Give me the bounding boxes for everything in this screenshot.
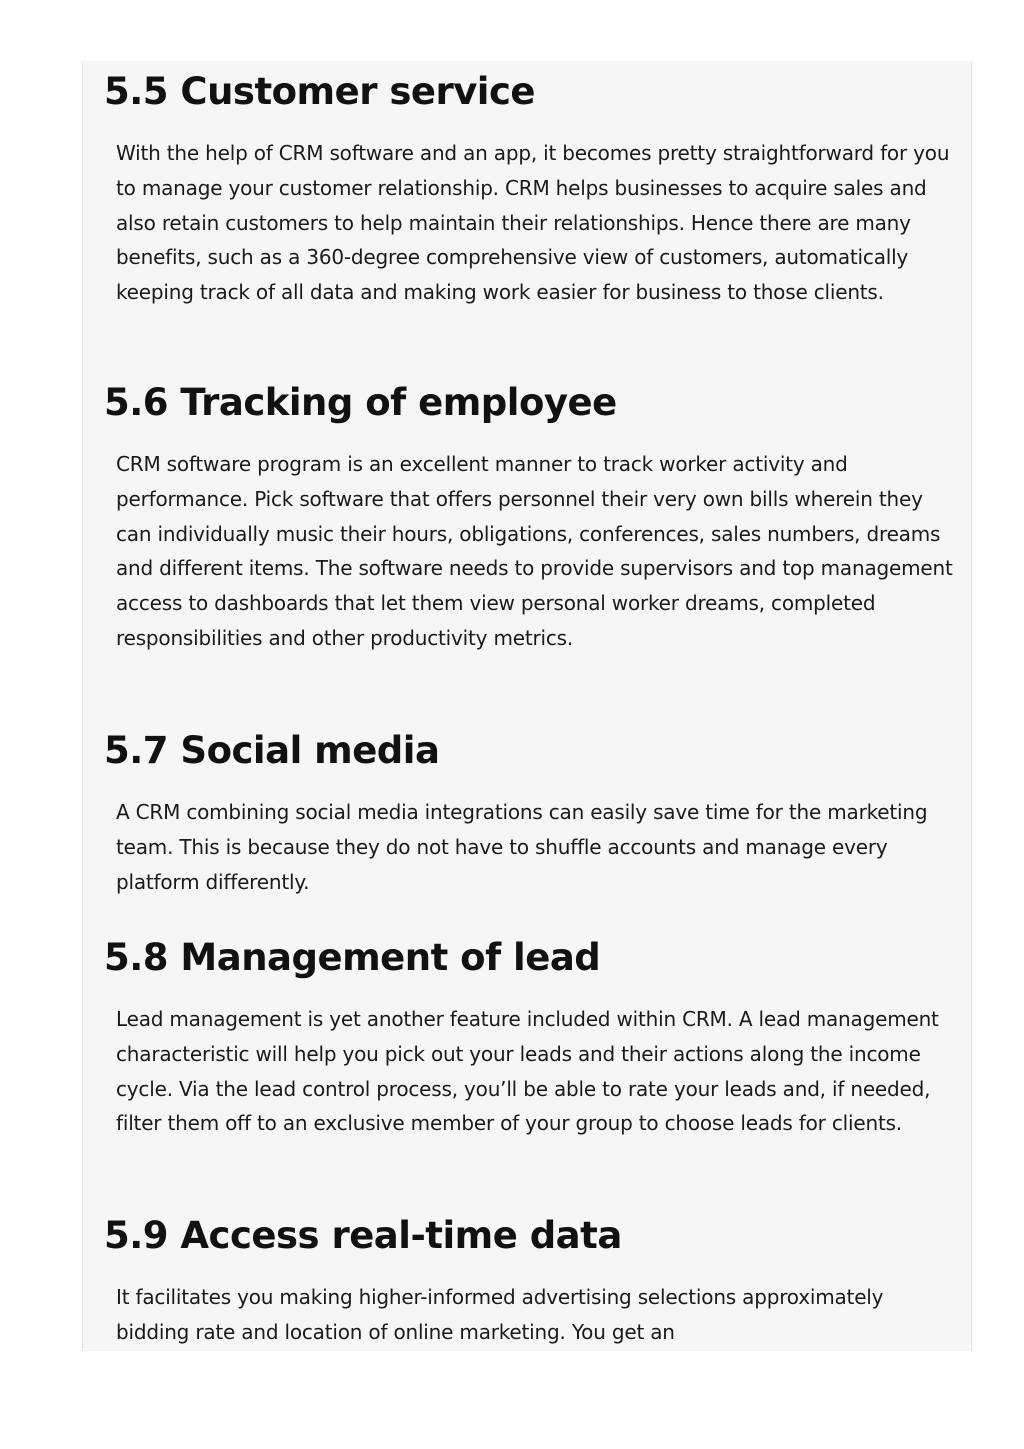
section-heading: 5.7 Social media [104, 729, 440, 772]
section-paragraph: CRM software program is an excellent manner to track worker activity and performance. Pick software that offers personnel their very own bills wherein they can individually music their hours, obligations, conferences, sales numbers, dreams and different items. The software needs to provide supervisors and top management access to dashboards that let them view personal worker dreams, completed responsibilities and other productivity metrics. [116, 452, 953, 650]
section-customer-service [83, 64, 971, 310]
section-paragraph: With the help of CRM software and an app, it becomes pretty straightforward for you to manage your customer relationship. CRM helps businesses to acquire sales and also retain customers to help maintain their relationships. Hence there are many benefits, such as a 360-degree comprehensive view of customers, automatically keeping track of all data and making work easier for business to those clients. [116, 141, 950, 305]
section-heading: 5.6 Tracking of employee [104, 381, 617, 424]
section-access-real-time-data [83, 1208, 971, 1350]
section-paragraph: A CRM combining social media integrations can easily save time for the marketing team. This is because they do not have to shuffle accounts and manage every platform differently. [116, 800, 928, 894]
section-social-media [83, 723, 971, 899]
section-tracking-of-employee [83, 375, 971, 656]
section-management-of-lead [83, 930, 971, 1141]
section-paragraph: Lead management is yet another feature included within CRM. A lead management characteristic will help you pick out your leads and their actions along the income cycle. Via the lead control process, you’ll be able to rate your leads and, if needed, filter them off to an exclusive member of your group to choose leads for clients. [116, 1007, 939, 1136]
document-page [82, 61, 972, 1351]
section-paragraph: It facilitates you making higher-informed advertising selections approximately bidding rate and location of online marketing. You get an [116, 1285, 884, 1344]
section-heading: 5.9 Access real-time data [104, 1214, 622, 1257]
section-heading: 5.5 Customer service [104, 70, 536, 113]
section-heading: 5.8 Management of lead [104, 936, 601, 979]
